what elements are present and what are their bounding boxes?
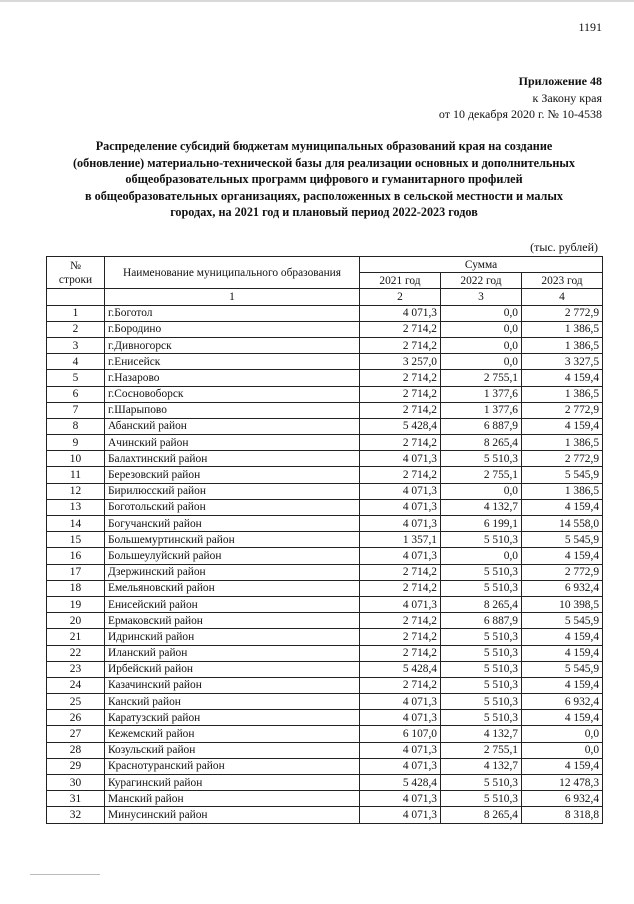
header-municipality: Наименование муниципального образования — [105, 257, 360, 289]
table-row — [47, 548, 603, 564]
municipality-name-cell: Кежемский район — [105, 726, 360, 742]
municipality-name-cell: Абанский район — [105, 418, 360, 434]
municipality-name-cell: Богучанский район — [105, 516, 360, 532]
sum-2022-cell: 5 510,3 — [441, 775, 522, 791]
sum-2023-cell: 4 159,4 — [522, 629, 603, 645]
sum-2021-cell: 5 428,4 — [360, 775, 441, 791]
row-number-cell: 18 — [47, 580, 105, 596]
row-number-cell: 1 — [47, 305, 105, 321]
row-number-cell: 6 — [47, 386, 105, 402]
table-body — [47, 305, 603, 823]
document-heading — [54, 138, 594, 221]
sum-2023-cell: 4 159,4 — [522, 758, 603, 774]
header-row-number-word: строки — [58, 273, 93, 286]
sum-2023-cell: 4 159,4 — [522, 370, 603, 386]
sum-2022-cell: 5 510,3 — [441, 791, 522, 807]
heading-line: (обновление) материально-технической базы для реализации основных и дополнительных — [73, 155, 575, 170]
sum-2021-cell: 2 714,2 — [360, 467, 441, 483]
municipality-name-cell: Большемуртинский район — [105, 532, 360, 548]
sum-2022-cell: 4 132,7 — [441, 726, 522, 742]
table-row — [47, 629, 603, 645]
row-number-cell: 31 — [47, 791, 105, 807]
bottom-scan-mark — [30, 874, 100, 875]
table-row — [47, 694, 603, 710]
sum-2022-cell: 6 199,1 — [441, 516, 522, 532]
table-row — [47, 564, 603, 580]
table-row — [47, 661, 603, 677]
row-number-cell: 16 — [47, 548, 105, 564]
sum-2023-cell: 5 545,9 — [522, 532, 603, 548]
sum-2023-cell: 1 386,5 — [522, 483, 603, 499]
sum-2023-cell: 6 932,4 — [522, 580, 603, 596]
sum-2021-cell: 5 428,4 — [360, 418, 441, 434]
sum-2021-cell: 2 714,2 — [360, 386, 441, 402]
sum-2022-cell: 1 377,6 — [441, 402, 522, 418]
municipality-name-cell: Каратузский район — [105, 710, 360, 726]
row-number-cell: 20 — [47, 613, 105, 629]
table-row — [47, 758, 603, 774]
sum-2022-cell: 5 510,3 — [441, 694, 522, 710]
sum-2022-cell: 0,0 — [441, 354, 522, 370]
row-number-cell: 15 — [47, 532, 105, 548]
municipality-name-cell: г.Бородино — [105, 321, 360, 337]
sum-2022-cell: 5 510,3 — [441, 629, 522, 645]
municipality-name-cell: Ирбейский район — [105, 661, 360, 677]
sum-2021-cell: 6 107,0 — [360, 726, 441, 742]
sum-2022-cell: 1 377,6 — [441, 386, 522, 402]
row-number-cell: 11 — [47, 467, 105, 483]
row-number-cell: 13 — [47, 499, 105, 515]
sum-2022-cell: 2 755,1 — [441, 370, 522, 386]
sum-2023-cell: 0,0 — [522, 742, 603, 758]
row-number-cell: 32 — [47, 807, 105, 823]
table-row — [47, 677, 603, 693]
table-row — [47, 386, 603, 402]
sum-2023-cell: 4 159,4 — [522, 418, 603, 434]
sum-2023-cell: 5 545,9 — [522, 613, 603, 629]
row-number-cell: 28 — [47, 742, 105, 758]
table-row — [47, 516, 603, 532]
sum-2021-cell: 4 071,3 — [360, 548, 441, 564]
sum-2022-cell: 4 132,7 — [441, 499, 522, 515]
row-number-cell: 27 — [47, 726, 105, 742]
municipality-name-cell: Бирилюсский район — [105, 483, 360, 499]
row-number-cell: 21 — [47, 629, 105, 645]
sum-2023-cell: 2 772,9 — [522, 305, 603, 321]
row-number-cell: 25 — [47, 694, 105, 710]
appendix-header — [439, 73, 602, 123]
sum-2021-cell: 4 071,3 — [360, 499, 441, 515]
table-row — [47, 645, 603, 661]
sum-2021-cell: 2 714,2 — [360, 580, 441, 596]
sum-2022-cell: 8 265,4 — [441, 596, 522, 612]
municipality-name-cell: Курагинский район — [105, 775, 360, 791]
sum-2023-cell: 4 159,4 — [522, 645, 603, 661]
municipality-name-cell: Дзержинский район — [105, 564, 360, 580]
sum-2021-cell: 3 257,0 — [360, 354, 441, 370]
sum-2021-cell: 5 428,4 — [360, 661, 441, 677]
row-number-cell: 19 — [47, 596, 105, 612]
municipality-name-cell: Балахтинский район — [105, 451, 360, 467]
sum-2023-cell: 4 159,4 — [522, 499, 603, 515]
sum-2021-cell: 2 714,2 — [360, 402, 441, 418]
sum-2023-cell: 4 159,4 — [522, 710, 603, 726]
municipality-name-cell: г.Шарыпово — [105, 402, 360, 418]
sum-2022-cell: 2 755,1 — [441, 742, 522, 758]
sum-2021-cell: 4 071,3 — [360, 305, 441, 321]
row-number-cell: 9 — [47, 435, 105, 451]
index-cell-empty — [47, 289, 105, 305]
table-row — [47, 807, 603, 823]
sum-2023-cell: 14 558,0 — [522, 516, 603, 532]
sum-2021-cell: 4 071,3 — [360, 807, 441, 823]
table-row — [47, 791, 603, 807]
sum-2022-cell: 0,0 — [441, 321, 522, 337]
table-row — [47, 451, 603, 467]
sum-2023-cell: 1 386,5 — [522, 321, 603, 337]
table-row — [47, 305, 603, 321]
table-row — [47, 354, 603, 370]
row-number-cell: 14 — [47, 516, 105, 532]
sum-2023-cell: 12 478,3 — [522, 775, 603, 791]
municipality-name-cell: Краснотуранский район — [105, 758, 360, 774]
appendix-law-ref: к Закону края — [532, 90, 602, 105]
sum-2021-cell: 4 071,3 — [360, 791, 441, 807]
sum-2021-cell: 4 071,3 — [360, 451, 441, 467]
sum-2023-cell: 5 545,9 — [522, 467, 603, 483]
heading-line: общеобразовательных программ цифрового и гуманитарного профилей — [125, 172, 523, 187]
sum-2022-cell: 5 510,3 — [441, 677, 522, 693]
appendix-title: Приложение 48 — [518, 74, 602, 88]
sum-2022-cell: 0,0 — [441, 483, 522, 499]
sum-2021-cell: 4 071,3 — [360, 742, 441, 758]
table-row — [47, 596, 603, 612]
appendix-law-date: от 10 декабря 2020 г. № 10-4538 — [438, 107, 602, 121]
row-number-cell: 12 — [47, 483, 105, 499]
municipality-name-cell: Емельяновский район — [105, 580, 360, 596]
row-number-cell: 23 — [47, 661, 105, 677]
heading-line: городах, на 2021 год и плановый период 2022-2023 годов — [170, 205, 478, 220]
sum-2021-cell: 2 714,2 — [360, 677, 441, 693]
municipality-name-cell: г.Дивногорск — [105, 337, 360, 353]
row-number-cell: 7 — [47, 402, 105, 418]
header-row-number — [47, 257, 105, 289]
row-number-cell: 8 — [47, 418, 105, 434]
header-sum: Сумма — [360, 257, 603, 273]
table-row — [47, 467, 603, 483]
sum-2022-cell: 4 132,7 — [441, 758, 522, 774]
sum-2023-cell: 1 386,5 — [522, 386, 603, 402]
table-row — [47, 613, 603, 629]
table-row — [47, 532, 603, 548]
table-row — [47, 742, 603, 758]
row-number-cell: 4 — [47, 354, 105, 370]
sum-2023-cell: 3 327,5 — [522, 354, 603, 370]
heading-line: Распределение субсидий бюджетам муниципальных образований края на создание — [95, 139, 553, 153]
table-row — [47, 337, 603, 353]
row-number-cell: 17 — [47, 564, 105, 580]
sum-2023-cell: 2 772,9 — [522, 402, 603, 418]
municipality-name-cell: Енисейский район — [105, 596, 360, 612]
municipality-name-cell: Манский район — [105, 791, 360, 807]
sum-2021-cell: 4 071,3 — [360, 483, 441, 499]
row-number-cell: 10 — [47, 451, 105, 467]
sum-2023-cell: 6 932,4 — [522, 694, 603, 710]
sum-2021-cell: 4 071,3 — [360, 694, 441, 710]
municipality-name-cell: г.Назарово — [105, 370, 360, 386]
sum-2022-cell: 0,0 — [441, 548, 522, 564]
row-number-cell: 22 — [47, 645, 105, 661]
municipality-name-cell: Казачинский район — [105, 677, 360, 693]
table-row — [47, 435, 603, 451]
sum-2023-cell: 2 772,9 — [522, 564, 603, 580]
sum-2021-cell: 1 357,1 — [360, 532, 441, 548]
municipality-name-cell: г.Боготол — [105, 305, 360, 321]
sum-2021-cell: 2 714,2 — [360, 613, 441, 629]
table-row — [47, 402, 603, 418]
municipality-name-cell: Иланский район — [105, 645, 360, 661]
municipality-name-cell: г.Енисейск — [105, 354, 360, 370]
sum-2022-cell: 8 265,4 — [441, 807, 522, 823]
header-year-2022: 2022 год — [441, 273, 522, 289]
sum-2022-cell: 6 887,9 — [441, 418, 522, 434]
sum-2023-cell: 1 386,5 — [522, 435, 603, 451]
sum-2022-cell: 0,0 — [441, 337, 522, 353]
table-row — [47, 499, 603, 515]
sum-2021-cell: 2 714,2 — [360, 645, 441, 661]
sum-2023-cell: 1 386,5 — [522, 337, 603, 353]
sum-2023-cell: 8 318,8 — [522, 807, 603, 823]
sum-2022-cell: 5 510,3 — [441, 661, 522, 677]
row-number-cell: 26 — [47, 710, 105, 726]
header-year-2023: 2023 год — [522, 273, 603, 289]
heading-line: в общеобразовательных организациях, расположенных в сельской местности и малых — [84, 188, 563, 203]
sum-2021-cell: 4 071,3 — [360, 516, 441, 532]
table-row — [47, 726, 603, 742]
top-scan-edge — [0, 0, 634, 2]
sum-2021-cell: 2 714,2 — [360, 370, 441, 386]
municipality-name-cell: Ачинский район — [105, 435, 360, 451]
sum-2023-cell: 5 545,9 — [522, 661, 603, 677]
index-cell-2022: 3 — [441, 289, 522, 305]
sum-2023-cell: 2 772,9 — [522, 451, 603, 467]
sum-2021-cell: 4 071,3 — [360, 758, 441, 774]
sum-2023-cell: 4 159,4 — [522, 548, 603, 564]
table-row — [47, 370, 603, 386]
table-row — [47, 580, 603, 596]
sum-2023-cell: 4 159,4 — [522, 677, 603, 693]
sum-2022-cell: 5 510,3 — [441, 580, 522, 596]
units-label: (тыс. рублей) — [530, 240, 598, 254]
table-row — [47, 775, 603, 791]
sum-2022-cell: 2 755,1 — [441, 467, 522, 483]
sum-2022-cell: 5 510,3 — [441, 532, 522, 548]
sum-2022-cell: 8 265,4 — [441, 435, 522, 451]
row-number-cell: 2 — [47, 321, 105, 337]
row-number-cell: 5 — [47, 370, 105, 386]
municipality-name-cell: Канский район — [105, 694, 360, 710]
table-row — [47, 710, 603, 726]
sum-2021-cell: 2 714,2 — [360, 629, 441, 645]
table-row — [47, 483, 603, 499]
row-number-cell: 3 — [47, 337, 105, 353]
sum-2022-cell: 6 887,9 — [441, 613, 522, 629]
sum-2022-cell: 5 510,3 — [441, 710, 522, 726]
sum-2022-cell: 5 510,3 — [441, 645, 522, 661]
municipality-name-cell: Березовский район — [105, 467, 360, 483]
sum-2022-cell: 5 510,3 — [441, 564, 522, 580]
municipality-name-cell: Идринский район — [105, 629, 360, 645]
sum-2021-cell: 4 071,3 — [360, 596, 441, 612]
index-cell-2023: 4 — [522, 289, 603, 305]
page-number: 1191 — [578, 20, 602, 34]
sum-2021-cell: 2 714,2 — [360, 564, 441, 580]
sum-2023-cell: 0,0 — [522, 726, 603, 742]
municipality-name-cell: Боготольский район — [105, 499, 360, 515]
sum-2021-cell: 2 714,2 — [360, 321, 441, 337]
municipality-name-cell: Козульский район — [105, 742, 360, 758]
row-number-cell: 29 — [47, 758, 105, 774]
index-cell-name: 1 — [105, 289, 360, 305]
sum-2021-cell: 2 714,2 — [360, 337, 441, 353]
municipality-name-cell: г.Сосновоборск — [105, 386, 360, 402]
municipality-name-cell: Ермаковский район — [105, 613, 360, 629]
municipality-name-cell: Минусинский район — [105, 807, 360, 823]
sum-2021-cell: 4 071,3 — [360, 710, 441, 726]
table-row — [47, 321, 603, 337]
table-row — [47, 418, 603, 434]
sum-2021-cell: 2 714,2 — [360, 435, 441, 451]
row-number-cell: 30 — [47, 775, 105, 791]
header-year-2021: 2021 год — [360, 273, 441, 289]
sum-2022-cell: 5 510,3 — [441, 451, 522, 467]
sum-2022-cell: 0,0 — [441, 305, 522, 321]
row-number-cell: 24 — [47, 677, 105, 693]
sum-2023-cell: 10 398,5 — [522, 596, 603, 612]
subsidy-table — [46, 256, 603, 824]
municipality-name-cell: Большеулуйский район — [105, 548, 360, 564]
index-cell-2021: 2 — [360, 289, 441, 305]
header-row-number-symbol: № — [70, 259, 81, 272]
sum-2023-cell: 6 932,4 — [522, 791, 603, 807]
